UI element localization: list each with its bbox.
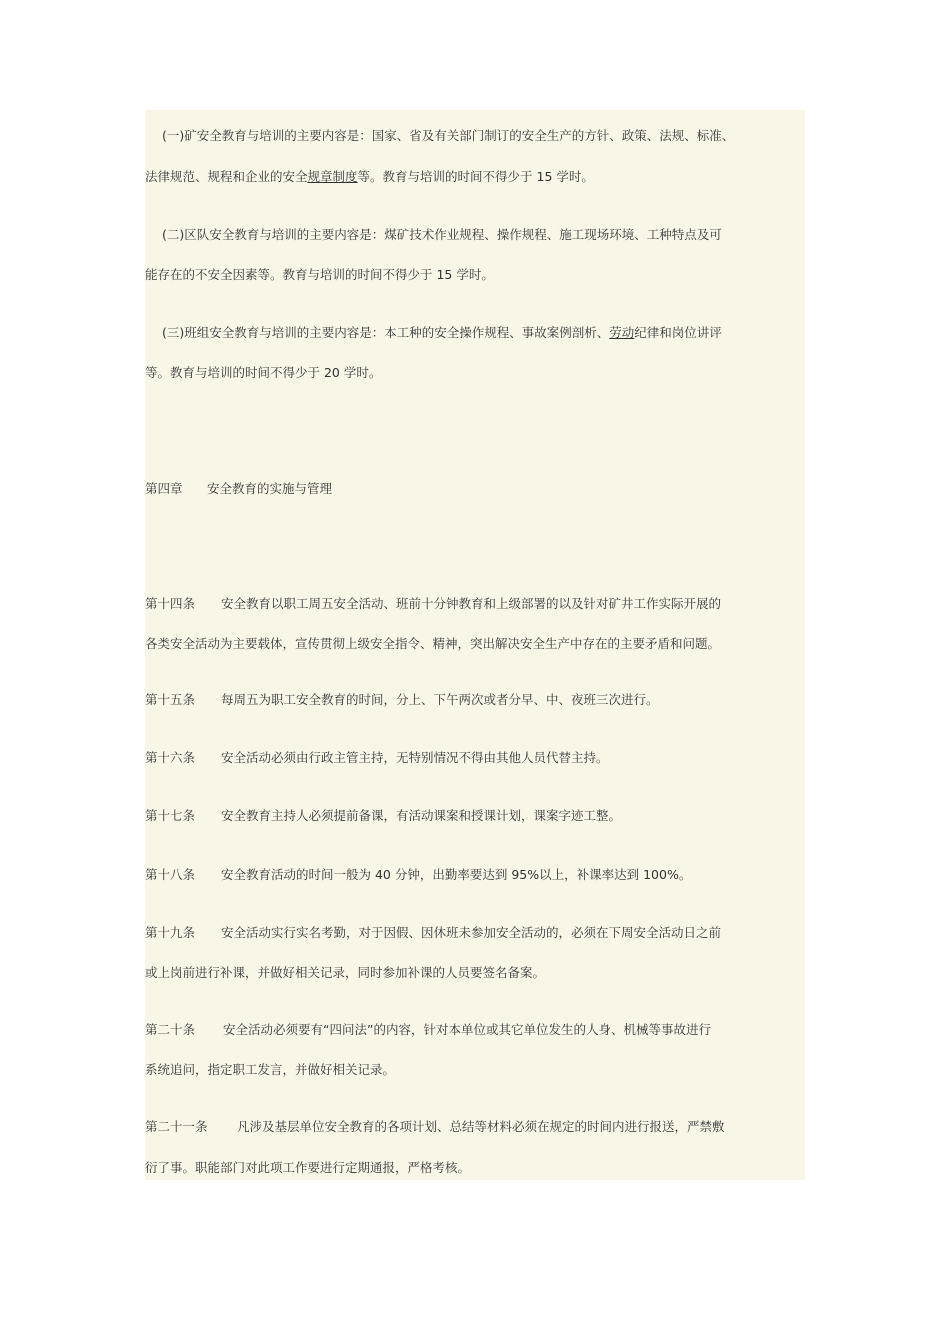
article-line: 第十七条 安全教育主持人必须提前备课，有活动课案和授课计划，课案字迹工整。 [145, 806, 621, 826]
article-number: 第十四条 [145, 596, 196, 611]
paragraph-line: 能存在的不安全因素等。教育与培训的时间不得少于 15 学时。 [145, 267, 494, 282]
link-rules[interactable]: 规章制度 [307, 169, 358, 184]
article-line: 衍了事。职能部门对此项工作要进行定期通报，严格考核。 [145, 1160, 471, 1175]
article-line: 第十五条 每周五为职工安全教育的时间，分上、下午两次或者分早、中、夜班三次进行。 [145, 690, 659, 710]
article-number: 第十八条 [145, 867, 196, 882]
article-line: 第十四条 安全教育以职工周五安全活动、班前十分钟教育和上级部署的以及针对矿井工作实际开展的 [145, 594, 721, 614]
article-line: 各类安全活动为主要载体，宣传贯彻上级安全指令、精神，突出解决安全生产中存在的主要矛盾和问题。 [145, 636, 721, 651]
article-line: 第二十一条 凡涉及基层单位安全教育的各项计划、总结等材料必须在规定的时间内进行报送，严禁敷 [145, 1117, 725, 1137]
paragraph-line: 等。教育与培训的时间不得少于 20 学时。 [145, 365, 382, 380]
article-number: 第十六条 [145, 750, 196, 765]
article-line: 第十六条 安全活动必须由行政主管主持，无特别情况不得由其他人员代替主持。 [145, 748, 609, 768]
paragraph-line: (二)区队安全教育与培训的主要内容是：煤矿技术作业规程、操作规程、施工现场环境、工种特点及可 [162, 227, 722, 242]
article-line: 或上岗前进行补课，并做好相关记录，同时参加补课的人员要签名备案。 [145, 965, 546, 980]
paragraph-line: 法律规范、规程和企业的安全规章制度等。教育与培训的时间不得少于 15 学时。 [145, 169, 594, 184]
paragraph-line: (三)班组安全教育与培训的主要内容是：本工种的安全操作规程、事故案例剖析、劳动纪律和岗位讲评 [162, 325, 722, 340]
paragraph-line: (一)矿安全教育与培训的主要内容是：国家、省及有关部门制订的安全生产的方针、政策、法规、标准、 [162, 128, 735, 143]
article-line: 第二十条 安全活动必须要有“四问法”的内容，针对本单位或其它单位发生的人身、机械等事故进行 [145, 1020, 711, 1040]
link-labor[interactable]: 劳动 [609, 325, 635, 340]
chapter-heading: 第四章 安全教育的实施与管理 [145, 481, 333, 496]
article-number: 第二十一条 [145, 1119, 208, 1134]
article-line: 第十八条 安全教育活动的时间一般为 40 分钟，出勤率要达到 95%以上，补课率达到 100%。 [145, 865, 691, 885]
article-line: 第十九条 安全活动实行实名考勤，对于因假、因休班未参加安全活动的，必须在下周安全活动日之前 [145, 923, 721, 943]
article-line: 系统追问，指定职工发言，并做好相关记录。 [145, 1062, 396, 1077]
article-number: 第十七条 [145, 808, 196, 823]
article-number: 第十九条 [145, 925, 196, 940]
article-number: 第十五条 [145, 692, 196, 707]
article-number: 第二十条 [145, 1022, 196, 1037]
